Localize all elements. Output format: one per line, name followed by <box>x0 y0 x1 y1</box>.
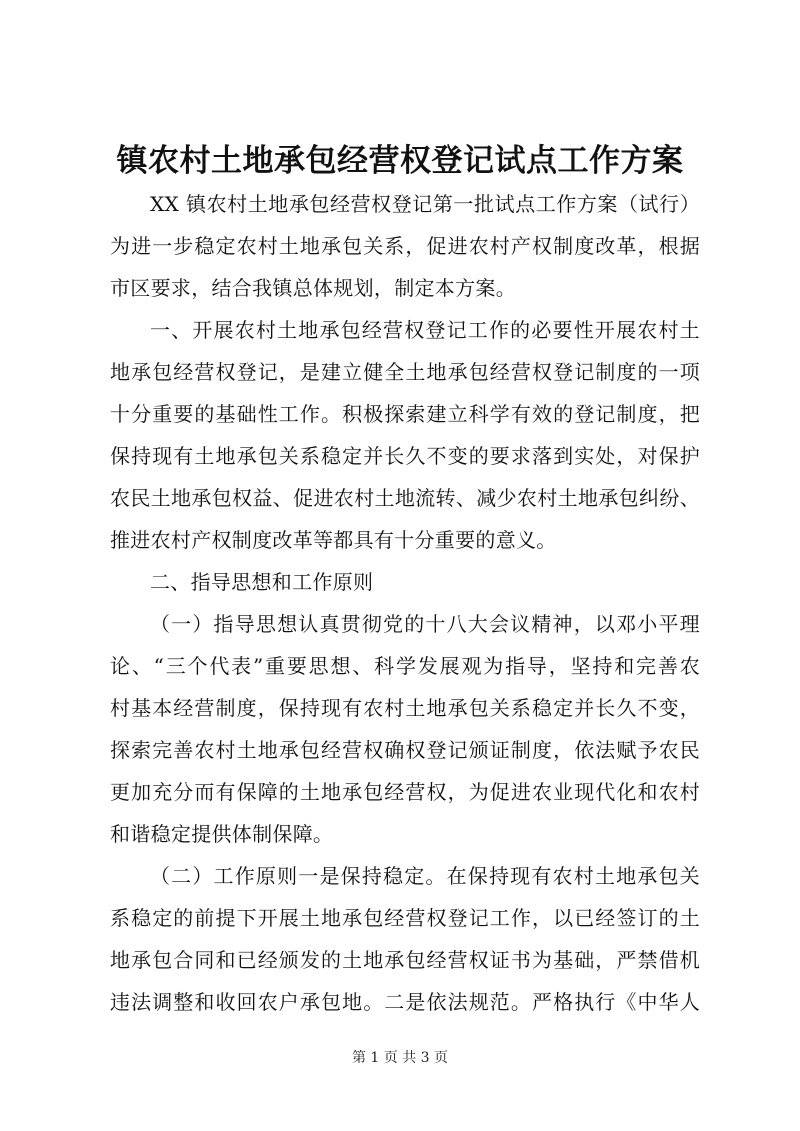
text-line: 一、开展农村土地承包经营权登记工作的必要性开展农村土 <box>150 318 700 342</box>
text-line: 更加充分而有保障的土地承包经营权，为促进农业现代化和农村 <box>110 780 700 804</box>
paragraph-work-principles <box>110 855 700 1023</box>
text-line: 和谐稳定提供体制保障。 <box>110 822 334 846</box>
paragraph-intro <box>110 183 700 309</box>
text-line: （二）工作原则一是保持稳定。在保持现有农村土地承包关 <box>150 864 700 888</box>
page-number-footer: 第 1 页 共 3 页 <box>351 1050 449 1066</box>
text-line: 推进农村产权制度改革等都具有十分重要的意义。 <box>110 528 557 552</box>
paragraph-section-1 <box>110 309 700 561</box>
text-line: 论、“三个代表”重要思想、科学发展观为指导，坚持和完善农 <box>110 654 700 678</box>
text-line: XX 镇农村土地承包经营权登记第一批试点工作方案（试行） <box>150 192 700 216</box>
text-line: 为进一步稳定农村土地承包关系，促进农村产权制度改革，根据 <box>110 234 700 258</box>
text-line: 十分重要的基础性工作。积极探索建立科学有效的登记制度，把 <box>110 402 700 426</box>
document-body <box>110 183 700 1023</box>
section-heading-2 <box>110 561 700 603</box>
text-line: 违法调整和收回农户承包地。二是依法规范。严格执行《中华人 <box>110 990 700 1014</box>
text-line: 地承包经营权登记，是建立健全土地承包经营权登记制度的一项 <box>110 360 700 384</box>
document-title: 镇农村土地承包经营权登记试点工作方案 <box>116 143 684 179</box>
text-line: 系稳定的前提下开展土地承包经营权登记工作，以已经签订的土 <box>110 906 700 930</box>
text-line: （一）指导思想认真贯彻党的十八大会议精神，以邓小平理 <box>150 612 700 636</box>
text-line: 地承包合同和已经颁发的土地承包经营权证书为基础，严禁借机 <box>110 948 700 972</box>
text-line: 农民土地承包权益、促进农村土地流转、减少农村土地承包纠纷、 <box>110 486 700 510</box>
text-line: 二、指导思想和工作原则 <box>150 570 374 594</box>
text-line: 探索完善农村土地承包经营权确权登记颁证制度，依法赋予农民 <box>110 738 700 762</box>
text-line: 保持现有土地承包关系稳定并长久不变的要求落到实处，对保护 <box>110 444 700 468</box>
text-line: 村基本经营制度，保持现有农村土地承包关系稳定并长久不变， <box>110 696 700 720</box>
paragraph-guiding-thought <box>110 603 700 855</box>
text-line: 市区要求，结合我镇总体规划，制定本方案。 <box>110 276 516 300</box>
